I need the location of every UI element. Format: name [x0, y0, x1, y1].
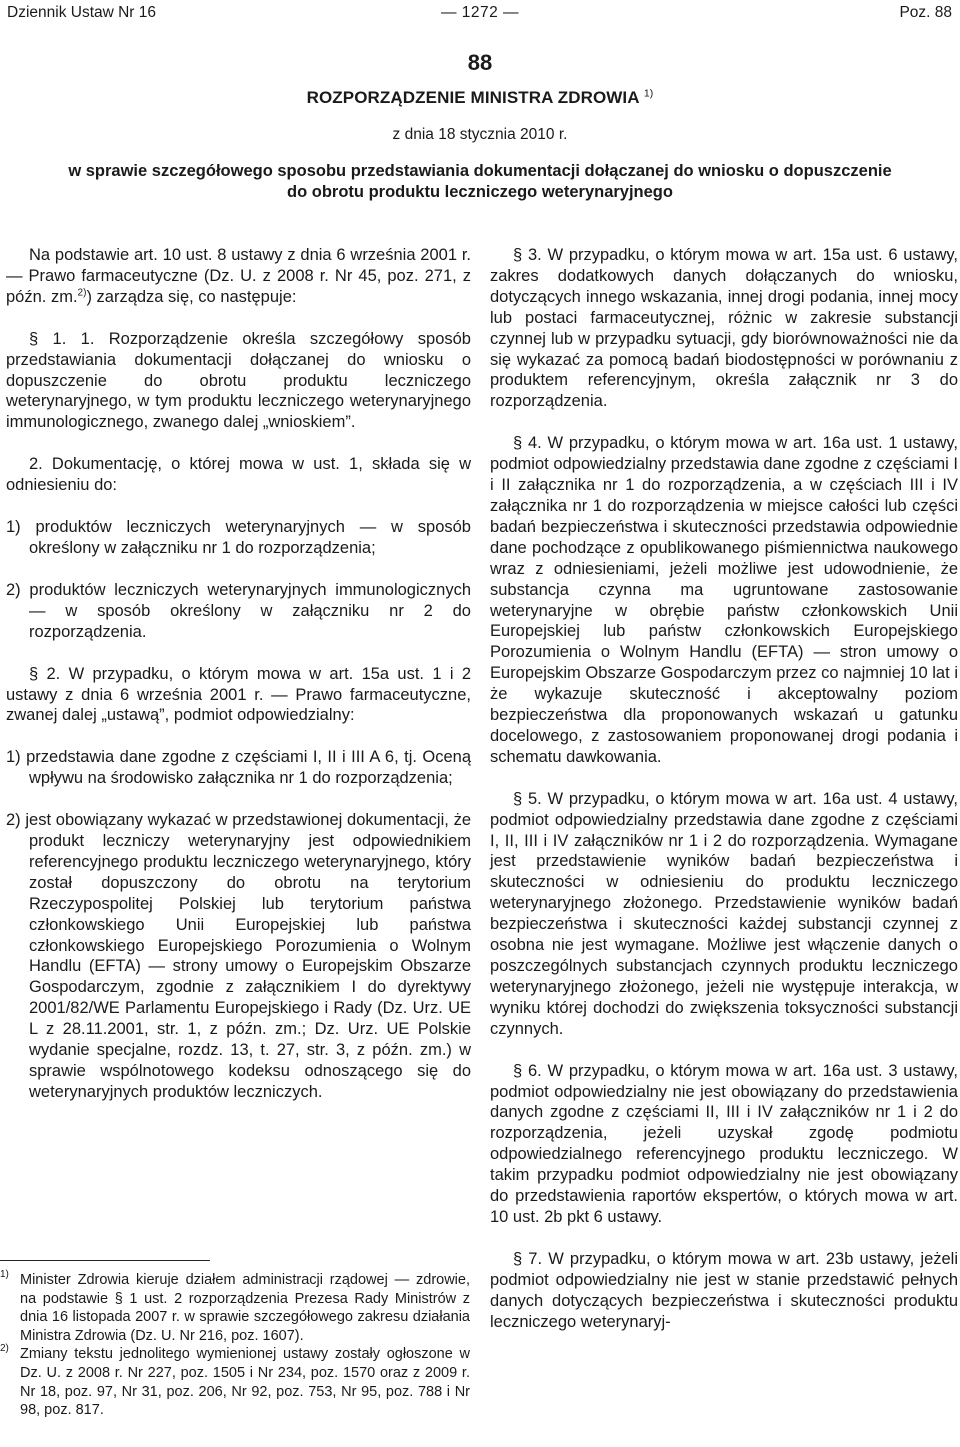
footnotes — [0, 1260, 470, 1420]
section-3: § 3. W przypadku, o którym mowa w art. 15a ust. 6 ustawy, zakres dodatkowych danych dołączanych do wniosku, dotyczących innego wskazania, innej drogi podania, innej mocy lub postaci farmaceutycznej, różnic w zakresie substancji czynnej lub w przypadku sytuacji, gdy biorównoważności nie da się wykazać za pomocą badań biodostępności w porównaniu z produktem referencyjnym, określa załącznik nr 3 do rozporządzenia. — [490, 246, 958, 411]
title-block — [0, 50, 960, 203]
position-number: Poz. 88 — [899, 4, 952, 21]
preamble-footnote-ref: 2) — [77, 287, 87, 299]
section-2-list-item-1: 1) przedstawia dane zgodne z częściami I, II i III A 6, tj. Oceną wpływu na środowisko załącznika nr 1 do rozporządzenia; — [6, 748, 471, 788]
document-title — [0, 88, 960, 108]
footnote-divider — [0, 1260, 210, 1261]
section-7: § 7. W przypadku, o którym mowa w art. 23b ustawy, jeżeli podmiot odpowiedzialny nie jest w stanie przedstawić pełnych danych dotyczących bezpieczeństwa i skuteczności produktu leczniczego weterynaryj- — [490, 1249, 958, 1331]
footnote-2-mark: 2) — [0, 1343, 9, 1355]
section-1-list-item-1: 1) produktów leczniczych weterynaryjnych — w sposób określony w załączniku nr 1 do rozporządzenia; — [6, 518, 471, 557]
footnote-1-text: Minister Zdrowia kieruje działem administracji rządowej — zdrowie, na podstawie § 1 ust. 2 rozporządzenia Prezesa Rady Ministrów z dnia 16 listopada 2007 r. w sprawie szczegółowego zakresu działania Ministra Zdrowia (Dz. U. Nr 216, poz. 1607). — [20, 1272, 470, 1344]
section-1-paragraph-1: § 1. 1. Rozporządzenie określa szczegółowy sposób przedstawiania dokumentacji dołączanej do wniosku o dopuszczenie do obrotu produktu leczniczego weterynaryjnego, w tym produktu leczniczego weterynaryjnego immunologicznego, zwanego dalej „wnioskiem”. — [6, 329, 471, 432]
section-4: § 4. W przypadku, o którym mowa w art. 16a ust. 1 ustawy, podmiot odpowiedzialny przedstawia dane zgodne z częściami I i II załącznika nr 1 do rozporządzenia, a w częściach III i IV załącznika nr 1 do rozporządzenia w miejsce całości lub części badań bezpieczeństwa i skuteczności przedstawia odpowiednie dane pochodzące z opublikowanego piśmiennictwa naukowego wraz z odniesieniami, jeżeli możliwe jest udowodnienie, że substancja czynna ma ugruntowane zastosowanie weterynaryjne w obrębie państw członkowskich Unii Europejskiej lub państw członkowskich Europejskiego Porozumienia o Wolnym Handlu (EFTA) — stron umowy o Europejskim Obszarze Gospodarczym przez co najmniej 10 lat i że wykazuje skuteczność i akceptowalny poziom bezpieczeństwa dla proponowanych wskazań u gatunku docelowego, z zastosowaniem proponowanej drogi podania i schematu dawkowania. — [490, 434, 958, 766]
document-title-text: ROZPORZĄDZENIE MINISTRA ZDROWIA — [306, 88, 639, 107]
document-date: z dnia 18 stycznia 2010 r. — [392, 126, 568, 143]
footnote-2 — [0, 1345, 470, 1419]
section-5: § 5. W przypadku, o którym mowa w art. 16a ust. 4 ustawy, podmiot odpowiedzialny przedstawia dane zgodne z częściami I, II, III i IV załączników nr 1 i 2 do rozporządzenia. Wymagane jest przedstawienie wyników badań bezpieczeństwa i skuteczności w odniesieniu do produktu leczniczego weterynaryjnego złożonego. Przedstawienie wyników badań bezpieczeństwa i skuteczności każdej substancji czynnej z osobna nie jest wymagane. Możliwe jest włączenie danych o poszczególnych substancjach czynnych produktu leczniczego weterynaryjnego złożonego, jeżeli nie występuje interakcja, w wyniku której dochodzi do zwiększenia toksyczności substancji czynnych. — [490, 789, 958, 1038]
footnote-1 — [0, 1271, 470, 1345]
footnote-1-mark: 1) — [0, 1269, 9, 1280]
section-1-heading: § 1. 1. — [29, 329, 95, 348]
section-2-list-item-2: 2) jest obowiązany wykazać w przedstawionej dokumentacji, że produkt leczniczy weterynaryjny jest odpowiednikiem referencyjnego produktu leczniczego weterynaryjnego, który został dopuszczony do obrotu na terytorium Rzeczypospolitej Polskiej lub terytorium państwa członkowskiego Unii Europejskiej lub państwa członkowskiego Europejskiego Porozumienia o Wolnym Handlu (EFTA) — strony umowy o Europejskim Obszarze Gospodarczym, zgodnie z załącznikiem I do dyrektywy 2001/82/WE Parlamentu Europejskiego i Rady (Dz. Urz. UE L z 28.11.2001, str. 1, z późn. zm.; Dz. Urz. UE Polskie wydanie specjalne, rozdz. 13, t. 27, str. 3, z późn. zm.) w sprawie wspólnotowego kodeksu odnoszącego się do weterynaryjnych produktów leczniczych. — [6, 811, 471, 1101]
subject-line-2: do obrotu produktu leczniczego weterynaryjnego — [287, 183, 673, 201]
section-2-paragraph: § 2. W przypadku, o którym mowa w art. 15a ust. 1 i 2 ustawy z dnia 6 września 2001 r. — Prawo farmaceutyczne, zwanej dalej „ustawą”, podmiot odpowiedzialny: — [6, 664, 471, 725]
document-number: 88 — [467, 50, 493, 75]
left-column — [6, 245, 471, 1103]
page-header — [0, 0, 960, 30]
right-column — [490, 245, 958, 1333]
document-subject — [0, 161, 960, 203]
journal-name: Dziennik Ustaw Nr 16 — [7, 4, 157, 21]
section-1-paragraph-2: 2. Dokumentację, o której mowa w ust. 1, składa się w odniesieniu do: — [6, 455, 471, 495]
section-1-list-item-2: 2) produktów leczniczych weterynaryjnych immunologicznych — w sposób określony w załączniku nr 2 do rozporządzenia. — [6, 580, 471, 641]
subject-line-1: w sprawie szczegółowego sposobu przedstawiania dokumentacji dołączanej do wniosku o dopuszczenie — [68, 162, 892, 180]
footnote-2-text: Zmiany tekstu jednolitego wymienionej ustawy zostały ogłoszone w Dz. U. z 2008 r. Nr 227, poz. 1505 i Nr 234, poz. 1570 oraz z 2009 r. Nr 18, poz. 97, Nr 31, poz. 206, Nr 92, poz. 753, Nr 95, poz. 788 i Nr 98, poz. 817. — [20, 1346, 470, 1419]
title-footnote-ref: 1) — [643, 87, 654, 100]
section-6: § 6. W przypadku, o którym mowa w art. 16a ust. 3 ustawy, podmiot odpowiedzialny nie jest obowiązany do przedstawienia danych zgodne z częściami II, III i IV załączników nr 1 i 2 do rozporządzenia, jeżeli uzyskał zgodę podmiotu odpowiedzialnego referencyjnego produktu leczniczego. W takim przypadku podmiot odpowiedzialny nie jest obowiązany do przedstawienia raportów ekspertów, o których mowa w art. 10 ust. 2b pkt 6 ustawy. — [490, 1061, 958, 1226]
page-number: — 1272 — — [440, 4, 520, 21]
preamble: Na podstawie art. 10 ust. 8 ustawy z dnia 6 września 2001 r. — Prawo farmaceutyczne (Dz. U. z 2008 r. Nr 45, poz. 271, z późn. zm.$^{2)}$) zarządza się, co następuje: — [6, 246, 471, 306]
